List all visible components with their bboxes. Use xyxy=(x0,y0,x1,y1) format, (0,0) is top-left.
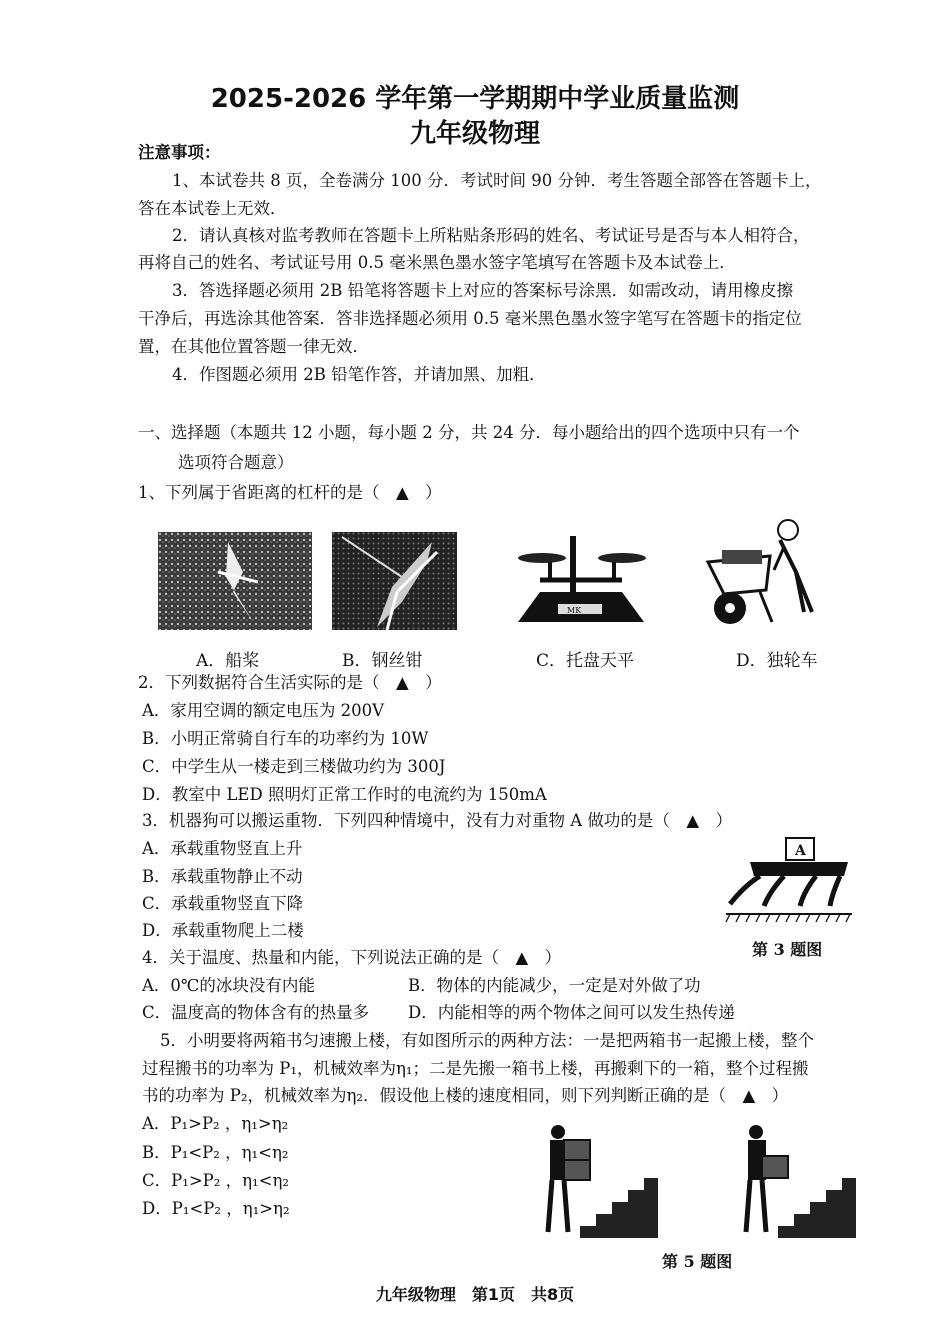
q1-stem: 1、下列属于省距离的杠杆的是（ ▲ ） xyxy=(138,483,442,502)
q5-option-c: C．P₁>P₂ ，η₁<η₂ xyxy=(142,1171,289,1190)
page-footer: 九年级物理 第1页 共8页 xyxy=(375,1285,575,1304)
notice-item-3-cont1: 干净后，再选涂其他答案．答非选择题必须用 0.5 毫米黑色墨水签字笔写在答题卡的指定位 xyxy=(138,309,802,328)
q1-caption-d: D．独轮车 xyxy=(736,651,818,671)
notice-item-1-cont: 答在本试卷上无效． xyxy=(138,199,287,218)
q3-option-a: A．承载重物竖直上升 xyxy=(142,839,303,858)
stairs-one-box-figure xyxy=(738,1122,858,1242)
q2-option-b: B．小明正常骑自行车的功率约为 10W xyxy=(142,729,429,748)
q2-option-a: A．家用空调的额定电压为 200V xyxy=(142,701,385,720)
subject-title: 九年级物理 xyxy=(409,119,540,149)
q2-option-d: D．教室中 LED 照明灯正常工作时的电流约为 150mA xyxy=(142,785,547,804)
cargo-a-label: A xyxy=(795,843,806,859)
robot-dog-figure xyxy=(724,836,854,926)
q5-figure-caption: 第 5 题图 xyxy=(662,1252,733,1271)
q5-option-b: B．P₁<P₂ ，η₁<η₂ xyxy=(142,1143,289,1162)
notice-item-3: 3．答选择题必须用 2B 铅笔将答题卡上对应的答案标号涂黑．如需改动，请用橡皮擦 xyxy=(172,281,794,300)
notice-item-2-cont: 再将自己的姓名、考试证号用 0.5 毫米黑色墨水签字笔填写在答题卡及本试卷上． xyxy=(138,253,736,272)
balance-brand-label: MK xyxy=(567,606,582,615)
q4-option-b: B．物体的内能减少，一定是对外做了功 xyxy=(408,976,701,995)
q1-caption-b: B．钢丝钳 xyxy=(342,651,423,671)
q3-stem: 3．机器狗可以搬运重物．下列四种情境中，没有力对重物 A 做功的是（ ▲ ） xyxy=(142,811,733,830)
paddle-photo xyxy=(158,532,312,630)
q3-figure-caption: 第 3 题图 xyxy=(752,940,823,959)
notice-item-4: 4．作图题必须用 2B 铅笔作答，并请加黑、加粗． xyxy=(172,365,546,384)
q1-caption-a: A．船桨 xyxy=(196,651,260,671)
q4-option-c: C．温度高的物体含有的热量多 xyxy=(142,1003,370,1022)
q4-option-d: D．内能相等的两个物体之间可以发生热传递 xyxy=(408,1003,735,1022)
q5-option-d: D．P₁<P₂ ，η₁>η₂ xyxy=(142,1199,290,1218)
notice-item-1: 1、本试卷共 8 页，全卷满分 100 分．考试时间 90 分钟．考生答题全部答在答题卡上， xyxy=(172,171,822,190)
q5-stem-cont2: 书的功率为 P₂，机械效率为η₂．假设他上楼的速度相同，则下列判断正确的是（ ▲ ） xyxy=(142,1086,789,1105)
pliers-photo xyxy=(332,532,457,630)
q2-option-c: C．中学生从一楼走到三楼做功约为 300J xyxy=(142,757,446,776)
notice-heading: 注意事项： xyxy=(138,143,221,162)
q4-option-a: A．0℃的冰块没有内能 xyxy=(142,976,315,995)
wheelbarrow-figure xyxy=(700,512,840,632)
section-heading: 一、选择题（本题共 12 小题，每小题 2 分，共 24 分．每小题给出的四个选项中只有一个 xyxy=(138,423,800,442)
q5-stem-cont1: 过程搬书的功率为 P₁，机械效率为η₁；二是先搬一箱书上楼，再搬剩下的一箱，整个过程搬 xyxy=(142,1059,809,1078)
q5-stem: 5．小明要将两箱书匀速搬上楼，有如图所示的两种方法：一是把两箱书一起搬上楼，整个 xyxy=(160,1031,814,1050)
q1-caption-c: C．托盘天平 xyxy=(536,651,635,671)
q3-option-d: D．承载重物爬上二楼 xyxy=(142,921,304,940)
q4-stem: 4．关于温度、热量和内能，下列说法正确的是（ ▲ ） xyxy=(142,948,562,967)
q2-stem: 2．下列数据符合生活实际的是（ ▲ ） xyxy=(138,673,442,692)
q5-option-a: A．P₁>P₂ ，η₁>η₂ xyxy=(142,1114,289,1133)
stairs-two-boxes-figure xyxy=(540,1122,660,1242)
balance-scale-figure xyxy=(510,530,650,630)
q3-option-c: C．承载重物竖直下降 xyxy=(142,894,304,913)
q3-option-b: B．承载重物静止不动 xyxy=(142,867,303,886)
section-heading-cont: 选项符合题意） xyxy=(178,453,294,472)
notice-item-3-cont2: 置，在其他位置答题一律无效． xyxy=(138,337,369,356)
notice-item-2: 2．请认真核对监考教师在答题卡上所粘贴条形码的姓名、考试证号是否与本人相符合， xyxy=(172,226,810,245)
exam-title: 2025-2026 学年第一学期期中学业质量监测 xyxy=(210,84,740,114)
